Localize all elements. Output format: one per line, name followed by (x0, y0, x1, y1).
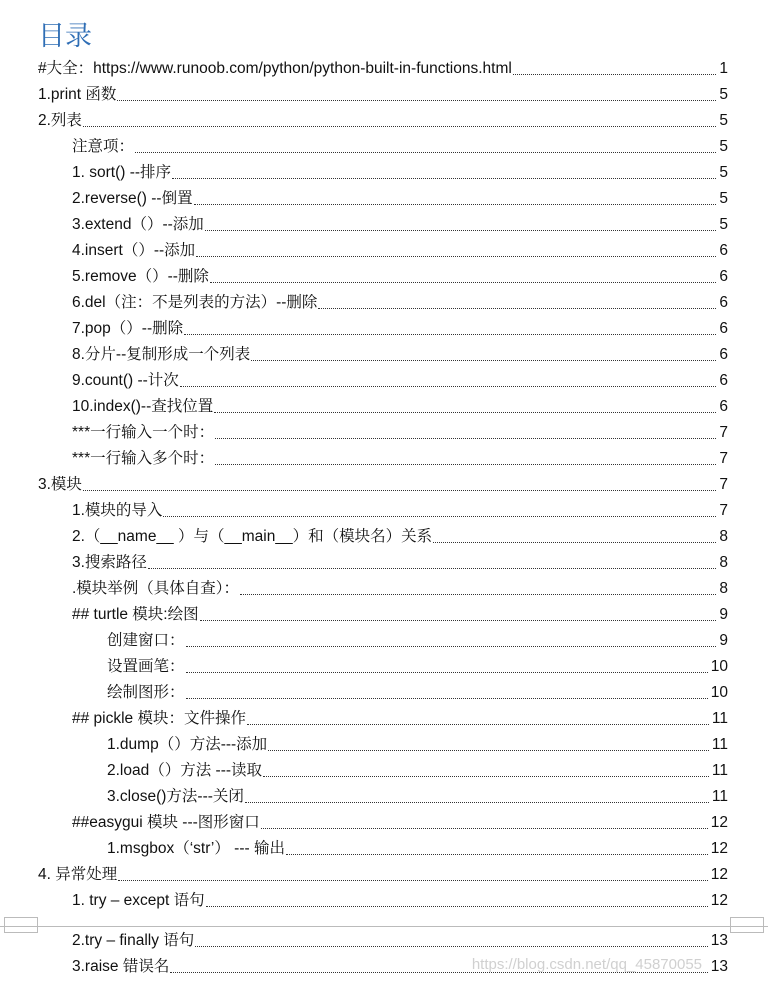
toc-entry-label: 1. try – except 语句 (72, 890, 205, 912)
toc-entry-label: 1.dump（）方法---添加 (107, 734, 267, 756)
dot-leader (206, 906, 708, 907)
toc-entry[interactable] (72, 344, 728, 366)
toc-entry-label: 10.index()--查找位置 (72, 396, 213, 418)
toc-entry-label: 3.raise 错误名 (72, 956, 169, 978)
dot-leader (194, 204, 717, 205)
watermark: https://blog.csdn.net/qq_45870055 (471, 956, 702, 973)
dot-leader (180, 386, 717, 387)
toc-entry[interactable] (38, 110, 728, 132)
toc-entry[interactable] (72, 162, 728, 184)
dot-leader (117, 100, 716, 101)
toc-entry[interactable] (72, 956, 728, 978)
toc-entry-page: 6 (717, 266, 728, 288)
toc-entry-label: 9.count() --计次 (72, 370, 179, 392)
dot-leader (210, 282, 716, 283)
dot-leader (263, 776, 709, 777)
toc-entry-page: 5 (717, 110, 728, 132)
toc-entry-page: 1 (717, 58, 728, 80)
toc-entry-label: 3.模块 (38, 474, 82, 496)
toc-entry-page: 5 (717, 136, 728, 158)
toc-entry-page: 11 (710, 760, 728, 782)
toc-entry-label: 2.try – finally 语句 (72, 930, 194, 952)
toc-entry-label: 1.模块的导入 (72, 500, 162, 522)
toc-entry[interactable] (72, 422, 728, 444)
toc-entry-page: 11 (710, 708, 728, 730)
toc-entry-label: 3.extend（）--添加 (72, 214, 204, 236)
dot-leader (245, 802, 709, 803)
toc-entry-label: .模块举例（具体自查）： (72, 578, 239, 600)
page-break-line (0, 926, 768, 927)
toc-entry-label: 绘制图形： (107, 682, 185, 704)
toc-entry-label: 2.列表 (38, 110, 82, 132)
toc-entry-page: 9 (717, 630, 728, 652)
toc-entry-label: 4. 异常处理 (38, 864, 117, 886)
toc-entry-label: 1.print 函数 (38, 84, 116, 106)
toc-entry[interactable] (72, 188, 728, 210)
toc-entry-page: 13 (709, 930, 728, 952)
dot-leader (200, 620, 717, 621)
toc-entry-page: 8 (717, 552, 728, 574)
dot-leader (261, 828, 708, 829)
toc-entry-page: 6 (717, 370, 728, 392)
toc-entry-label: 1.msgbox（‘str’） --- 输出 (107, 838, 285, 860)
toc-entry-page: 12 (709, 864, 728, 886)
toc-entry-label: 4.insert（）--添加 (72, 240, 195, 262)
toc-entry-page: 12 (709, 838, 728, 860)
toc-entry-page: 7 (717, 448, 728, 470)
toc-entry[interactable] (38, 58, 728, 80)
toc-entry[interactable] (72, 552, 728, 574)
toc-entry-label: 创建窗口： (107, 630, 185, 652)
toc-entry-page: 7 (717, 500, 728, 522)
toc-entry[interactable] (72, 812, 728, 834)
toc-entry-page: 5 (717, 188, 728, 210)
toc-entry[interactable] (38, 474, 728, 496)
dot-leader (240, 594, 716, 595)
dot-leader (170, 972, 707, 973)
toc-entry-label: 8.分片--复制形成一个列表 (72, 344, 250, 366)
toc-entry[interactable] (72, 292, 728, 314)
toc-entry[interactable] (72, 448, 728, 470)
dot-leader (268, 750, 709, 751)
toc-entry-page: 6 (717, 344, 728, 366)
toc-entry[interactable] (72, 604, 728, 626)
toc-entry-label: 2.load（）方法 ---读取 (107, 760, 262, 782)
toc-entry-label: 设置画笔： (107, 656, 185, 678)
toc-entry[interactable] (72, 500, 728, 522)
toc-entry[interactable] (107, 630, 728, 652)
toc-title: 目录 (38, 21, 92, 51)
dot-leader (196, 256, 716, 257)
toc-entry[interactable] (107, 838, 728, 860)
toc-entry-page: 10 (709, 656, 728, 678)
toc-entry-label: 2.reverse() --倒置 (72, 188, 193, 210)
toc-entry[interactable] (72, 240, 728, 262)
toc-entry-label: 3.搜索路径 (72, 552, 147, 574)
toc-entry-label: 6.del（注：不是列表的方法）--删除 (72, 292, 317, 314)
toc-entry[interactable] (38, 84, 728, 106)
toc-entry[interactable] (72, 578, 728, 600)
toc-entry[interactable] (72, 708, 728, 730)
dot-leader (286, 854, 708, 855)
toc-entry[interactable] (72, 318, 728, 340)
toc-entry-page: 6 (717, 396, 728, 418)
dot-leader (318, 308, 716, 309)
toc-entry[interactable] (72, 136, 728, 158)
toc-entry[interactable] (107, 656, 728, 678)
dot-leader (247, 724, 709, 725)
dot-leader (83, 126, 716, 127)
dot-leader (184, 334, 716, 335)
dot-leader (186, 698, 708, 699)
toc-entry-page: 8 (717, 526, 728, 548)
toc-entry-label: 7.pop（）--删除 (72, 318, 183, 340)
toc-entry[interactable] (72, 526, 728, 548)
toc-entry-label: ##easygui 模块 ---图形窗口 (72, 812, 260, 834)
dot-leader (433, 542, 716, 543)
toc-entry-label: 2.（__name__ ）与（__main__）和（模块名）关系 (72, 526, 432, 548)
toc-entry-page: 7 (717, 422, 728, 444)
toc-entry-page: 11 (710, 734, 728, 756)
toc-entry-page: 6 (717, 292, 728, 314)
page-corner-mark-right (730, 917, 764, 933)
toc-entry-label: ## turtle 模块:绘图 (72, 604, 199, 626)
toc-entry-page: 5 (717, 162, 728, 184)
toc-entry-page: 12 (709, 890, 728, 912)
toc-entry-page: 11 (710, 786, 728, 808)
toc-entry-page: 6 (717, 318, 728, 340)
toc-entry-page: 5 (717, 214, 728, 236)
toc-entry-page: 7 (717, 474, 728, 496)
toc-entry-label: 1. sort() --排序 (72, 162, 171, 184)
toc-entry[interactable] (72, 930, 728, 952)
toc-entry[interactable] (107, 760, 728, 782)
toc-entry-label: ## pickle 模块：文件操作 (72, 708, 246, 730)
toc-entry-label: 5.remove（）--删除 (72, 266, 209, 288)
toc-entry[interactable] (72, 266, 728, 288)
toc-entry-page: 8 (717, 578, 728, 600)
toc-entry-page: 9 (717, 604, 728, 626)
dot-leader (214, 412, 716, 413)
dot-leader (513, 74, 717, 75)
dot-leader (205, 230, 717, 231)
toc-entry[interactable] (72, 370, 728, 392)
dot-leader (163, 516, 716, 517)
dot-leader (83, 490, 716, 491)
dot-leader (135, 152, 716, 153)
toc-entry[interactable] (38, 864, 728, 886)
toc-entry[interactable] (107, 734, 728, 756)
dot-leader (148, 568, 716, 569)
toc-entry[interactable] (72, 890, 728, 912)
toc-entry-label: 3.close()方法---关闭 (107, 786, 244, 808)
page-corner-mark-left (4, 917, 38, 933)
dot-leader (215, 438, 716, 439)
toc-entry-page: 6 (717, 240, 728, 262)
toc-entry-page: 5 (717, 84, 728, 106)
toc-entry-page: 10 (709, 682, 728, 704)
dot-leader (186, 672, 708, 673)
toc-entry[interactable] (107, 682, 728, 704)
toc-entry-page: 13 (709, 956, 728, 978)
toc-entry-label: 注意项： (72, 136, 134, 158)
dot-leader (195, 946, 707, 947)
dot-leader (251, 360, 716, 361)
toc-entry-label: ***一行输入一个时： (72, 422, 214, 444)
dot-leader (215, 464, 716, 465)
dot-leader (186, 646, 717, 647)
toc-entry[interactable] (72, 396, 728, 418)
toc-entry-label: ***一行输入多个时： (72, 448, 214, 470)
toc-entry[interactable] (72, 214, 728, 236)
dot-leader (118, 880, 708, 881)
toc-entry[interactable] (107, 786, 728, 808)
toc-entry-page: 12 (709, 812, 728, 834)
toc-entry-label: #大全：https://www.runoob.com/python/python-built-in-functions.html (38, 58, 512, 80)
dot-leader (172, 178, 716, 179)
